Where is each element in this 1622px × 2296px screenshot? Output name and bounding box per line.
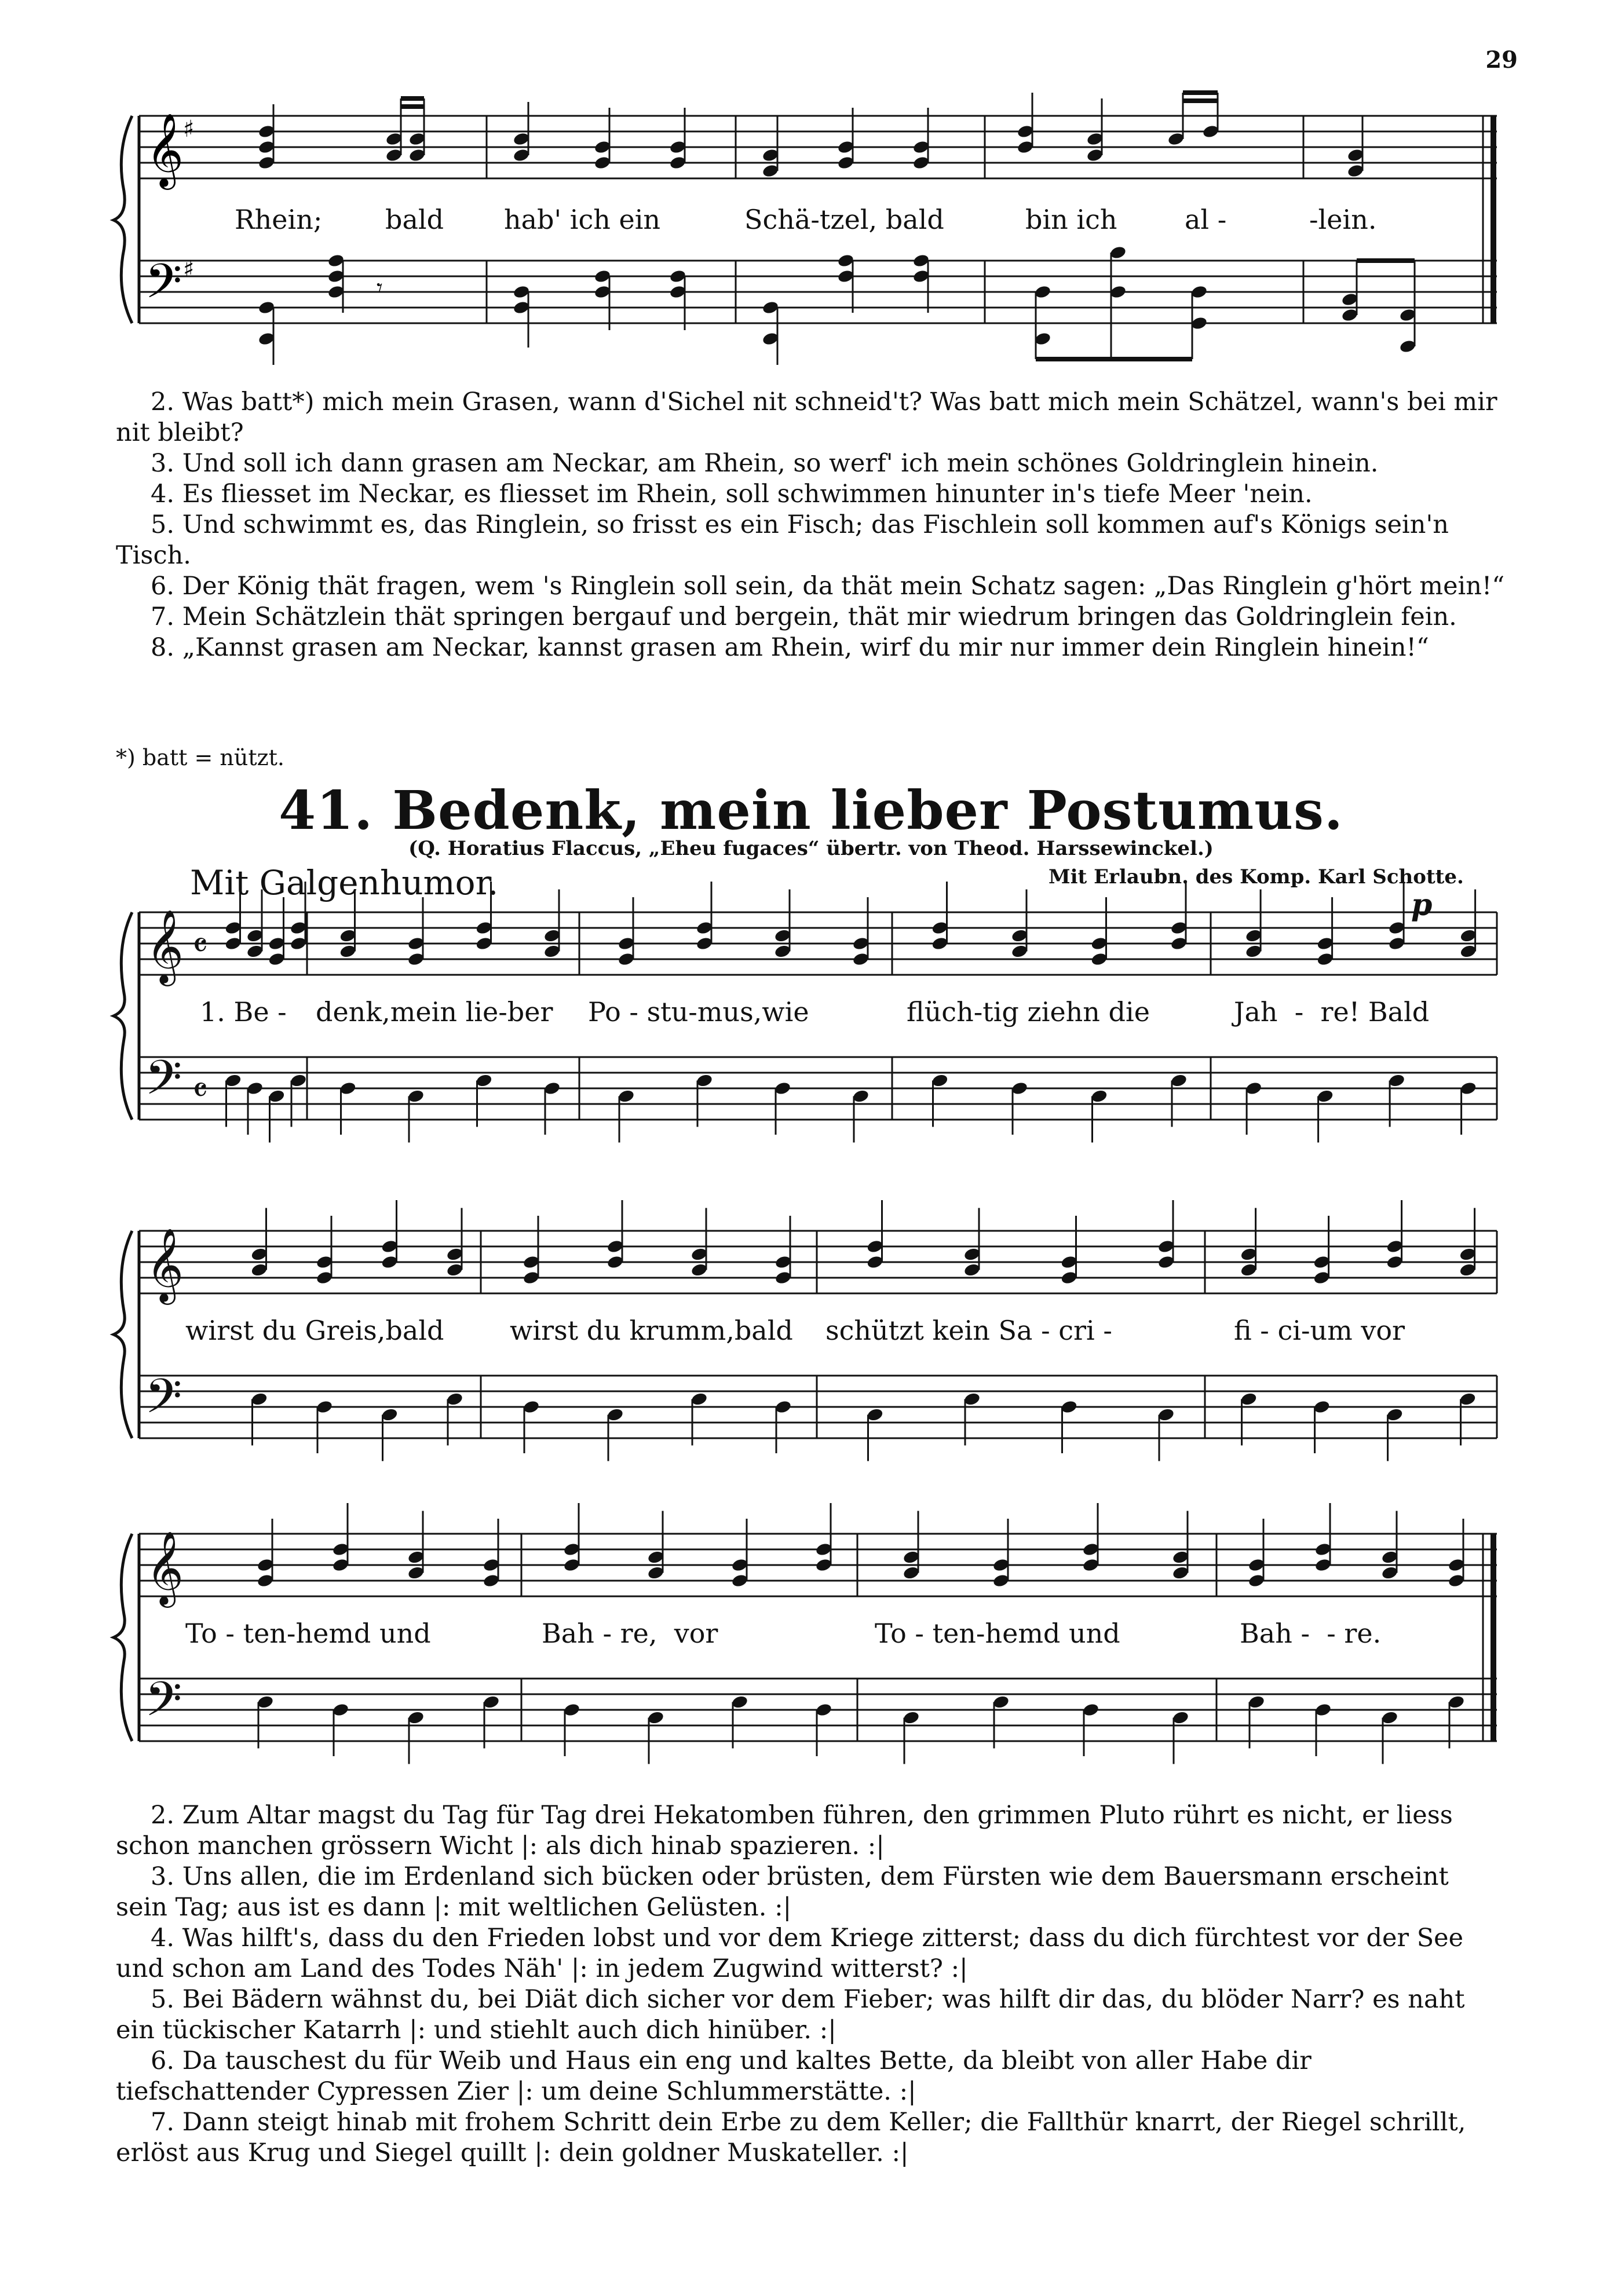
song-subtitle: (Q. Horatius Flaccus, „Eheu fugaces“ übertr. von Theod. Harssewinckel.) — [408, 837, 1214, 860]
dynamic-marking: p — [1411, 887, 1433, 923]
permission-note: Mit Erlaubn. des Komp. Karl Schotte. — [1049, 865, 1464, 889]
verse: 7. Mein Schätzlein thät springen bergauf und bergein, thät mir wiedrum bringen das Goldringlein fein. — [151, 602, 1457, 631]
verse: 4. Was hilft's, dass du den Frieden lobst und vor dem Kriege zitterst; dass du dich fürchtest vor der See und schon am Land des Todes Näh' |: in jedem Zugwind witterst? :| — [116, 1924, 1464, 1983]
lyric-word: Jah - re! Bald — [1234, 996, 1430, 1028]
lyric-word: To - ten-hemd und — [875, 1618, 1120, 1649]
verse: 3. Und soll ich dann grasen am Neckar, am Rhein, so werf' ich mein schönes Goldringlein hinein. — [151, 449, 1379, 478]
svg-text:𝄴: 𝄴 — [192, 1070, 208, 1111]
svg-text:𝄢: 𝄢 — [145, 1050, 182, 1117]
lyric-word: wirst du krumm,bald — [510, 1315, 793, 1346]
verse: 6. Da tauschest du für Weib und Haus ein eng und kaltes Bette, da bleibt von aller Habe dir tiefschattender Cypressen Zier |: um deine Schlummerstätte. :| — [116, 2046, 1312, 2106]
lyric-word: flüch-tig ziehn die — [907, 996, 1150, 1028]
song41-verses — [116, 1800, 1506, 2169]
svg-text:𝄞: 𝄞 — [146, 1530, 184, 1604]
svg-text:𝄞: 𝄞 — [146, 112, 184, 187]
lyric-word: Bah - - re. — [1240, 1618, 1382, 1649]
verse: 3. Uns allen, die im Erdenland sich bücken oder brüsten, dem Fürsten wie dem Bauersmann erscheint sein Tag; aus ist es dann |: mit weltlichen Gelüsten. :| — [116, 1862, 1449, 1922]
tempo-marking: Mit Galgenhumor. — [190, 863, 499, 902]
lyric-word: Bah - re, vor — [542, 1618, 718, 1649]
lyric-word: al - — [1185, 204, 1227, 235]
lyric-word: To - ten-hemd und — [185, 1618, 431, 1649]
lyric-word: bald — [385, 204, 444, 235]
lyric-word: Rhein; — [235, 204, 323, 235]
svg-text:𝄾: 𝄾 — [377, 275, 383, 301]
verse: 2. Was batt*) mich mein Grasen, wann d'Sichel nit schneid't? Was batt mich mein Schätzel, wann's bei mir nit bleibt? — [116, 387, 1497, 447]
svg-text:𝄢: 𝄢 — [145, 1368, 182, 1436]
lyric-word: Schä-tzel, bald — [744, 204, 944, 235]
lyric-word: denk,mein lie-ber — [316, 996, 553, 1028]
lyric-word: fi - ci-um vor — [1234, 1315, 1405, 1346]
verse: 4. Es fliesset im Neckar, es fliesset im Rhein, soll schwimmen hinunter in's tiefe Meer 'nein. — [151, 480, 1313, 509]
verse: 5. Und schwimmt es, das Ringlein, so frisst es ein Fisch; das Fischlein soll kommen auf's Königs sein'n Tisch. — [116, 510, 1449, 570]
lyric-word: -lein. — [1309, 204, 1377, 235]
verse: 8. „Kannst grasen am Neckar, kannst grasen am Rhein, wirf du mir nur immer dein Ringlein hinein!“ — [151, 633, 1429, 662]
svg-text:𝄢: 𝄢 — [145, 253, 182, 321]
page-number: 29 — [1485, 46, 1518, 74]
svg-text:𝄢: 𝄢 — [145, 1671, 182, 1739]
footnote: *) batt = nützt. — [116, 745, 285, 770]
svg-text:𝄴: 𝄴 — [192, 926, 208, 966]
svg-text:♯: ♯ — [183, 256, 195, 283]
verse: 6. Der König thät fragen, wem 's Ringlein soll sein, da thät mein Schatz sagen: „Das Ringlein g'hört mein!“ — [151, 572, 1505, 601]
song-title: 41. Bedenk, mein lieber Postumus. — [279, 779, 1343, 842]
svg-text:♯: ♯ — [183, 116, 195, 142]
lyric-word: wirst du Greis,bald — [185, 1315, 444, 1346]
lyric-word: 1. Be - — [200, 996, 287, 1028]
lyric-word: hab' ich ein — [504, 204, 661, 235]
lyric-word: bin ich — [1025, 204, 1117, 235]
verse: 5. Bei Bädern wähnst du, bei Diät dich sicher vor dem Fieber; was hilft dir das, du blöder Narr? es naht ein tückischer Katarrh |: und stiehlt auch dich hinüber. :| — [116, 1985, 1465, 2045]
lyric-word: schützt kein Sa - cri - — [825, 1315, 1112, 1346]
verse: 7. Dann steigt hinab mit frohem Schritt dein Erbe zu dem Keller; die Fallthür knarrt, der Riegel schrillt, erlöst aus Krug und Siegel quillt |: dein goldner Muskateller. :| — [116, 2108, 1466, 2167]
svg-text:𝄞: 𝄞 — [146, 909, 184, 983]
svg-text:𝄞: 𝄞 — [146, 1227, 184, 1301]
verse: 2. Zum Altar magst du Tag für Tag drei Hekatomben führen, den grimmen Pluto rührt es nicht, er liess schon manchen grössern Wicht |: als dich hinab spazieren. :| — [116, 1801, 1453, 1860]
lyric-word: Po - stu-mus,wie — [588, 996, 809, 1028]
